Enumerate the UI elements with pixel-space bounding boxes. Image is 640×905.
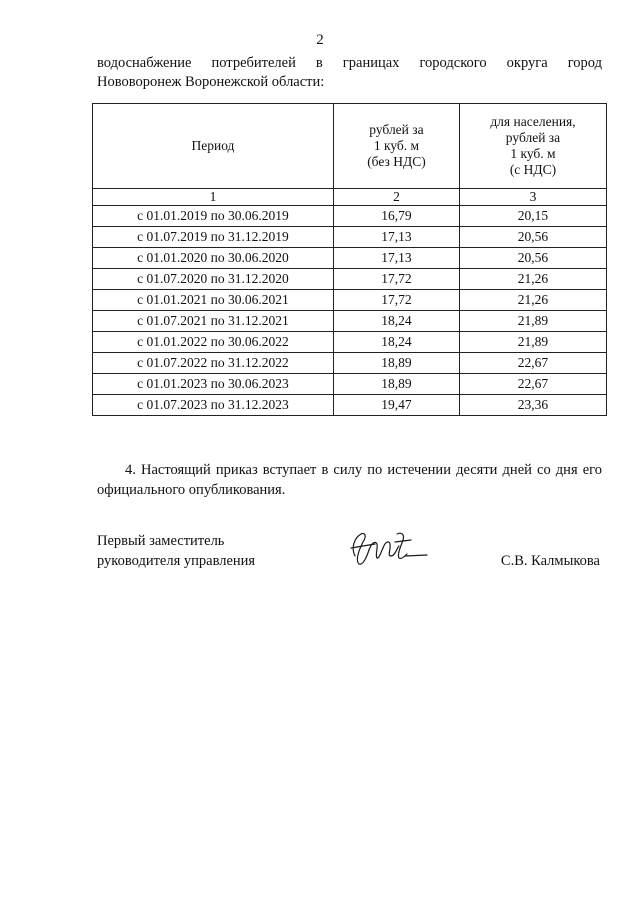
period-cell: с 01.07.2020 по 31.12.2020 (93, 269, 334, 290)
price-without-vat-cell: 18,24 (333, 311, 459, 332)
price-with-vat-cell: 21,26 (459, 269, 606, 290)
table-row (93, 206, 607, 227)
table-row (93, 227, 607, 248)
price-with-vat-cell: 20,56 (459, 227, 606, 248)
tariff-table (92, 103, 607, 416)
header-with-vat-line: для населения, (490, 114, 576, 129)
column-number: 1 (93, 189, 334, 206)
paragraph-4: 4. Настоящий приказ вступает в силу по истечении десяти дней со дня его официального опубликования. (97, 462, 602, 498)
signer-position-line-1: Первый заместитель (97, 533, 225, 549)
column-number: 2 (333, 189, 459, 206)
price-with-vat-cell: 23,36 (459, 395, 606, 416)
price-without-vat-cell: 18,24 (333, 332, 459, 353)
period-cell: с 01.01.2022 по 30.06.2022 (93, 332, 334, 353)
header-with-vat (459, 104, 606, 189)
period-cell: с 01.07.2022 по 31.12.2022 (93, 353, 334, 374)
header-with-vat-line: 1 куб. м (510, 146, 556, 161)
price-with-vat-cell: 20,56 (459, 248, 606, 269)
price-with-vat-cell: 21,89 (459, 311, 606, 332)
column-number: 3 (459, 189, 606, 206)
header-with-vat-line: рублей за (505, 130, 561, 145)
signee-name: С.В. Калмыкова (500, 553, 600, 569)
page-number: 2 (316, 32, 324, 48)
table-row (93, 374, 607, 395)
price-without-vat-cell: 17,72 (333, 290, 459, 311)
header-without-vat (333, 104, 459, 189)
header-without-vat-line: рублей за (369, 122, 424, 137)
table-row (93, 290, 607, 311)
price-with-vat-cell: 21,26 (459, 290, 606, 311)
price-without-vat-cell: 19,47 (333, 395, 459, 416)
period-cell: с 01.07.2019 по 31.12.2019 (93, 227, 334, 248)
table-row (93, 311, 607, 332)
period-cell: с 01.07.2021 по 31.12.2021 (93, 311, 334, 332)
price-without-vat-cell: 17,13 (333, 248, 459, 269)
table-row (93, 248, 607, 269)
period-cell: с 01.01.2020 по 30.06.2020 (93, 248, 334, 269)
header-period: Период (93, 104, 334, 189)
table-row (93, 395, 607, 416)
period-cell: с 01.01.2021 по 30.06.2021 (93, 290, 334, 311)
table-header-row (93, 104, 607, 189)
signer-position (97, 531, 255, 571)
header-without-vat-line: 1 куб. м (373, 138, 420, 153)
header-with-vat-line: (с НДС) (509, 162, 557, 177)
period-cell: с 01.01.2019 по 30.06.2019 (93, 206, 334, 227)
handwritten-signature (345, 526, 430, 570)
period-cell: с 01.07.2023 по 31.12.2023 (93, 395, 334, 416)
intro-text (97, 54, 602, 92)
table-row (93, 332, 607, 353)
column-numbers-row (93, 189, 607, 206)
header-without-vat-line: (без НДС) (367, 154, 426, 169)
signer-position-line-2: руководителя управления (97, 553, 256, 569)
price-without-vat-cell: 18,89 (333, 353, 459, 374)
price-with-vat-cell: 20,15 (459, 206, 606, 227)
price-without-vat-cell: 18,89 (333, 374, 459, 395)
table-row (93, 353, 607, 374)
price-without-vat-cell: 17,13 (333, 227, 459, 248)
price-with-vat-cell: 21,89 (459, 332, 606, 353)
price-without-vat-cell: 16,79 (333, 206, 459, 227)
intro-line-2: Нововоронеж Воронежской области: (97, 74, 325, 90)
intro-line-1: водоснабжение потребителей в границах городского округа город (97, 55, 602, 71)
price-with-vat-cell: 22,67 (459, 374, 606, 395)
price-without-vat-cell: 17,72 (333, 269, 459, 290)
table-row (93, 269, 607, 290)
period-cell: с 01.01.2023 по 30.06.2023 (93, 374, 334, 395)
price-with-vat-cell: 22,67 (459, 353, 606, 374)
